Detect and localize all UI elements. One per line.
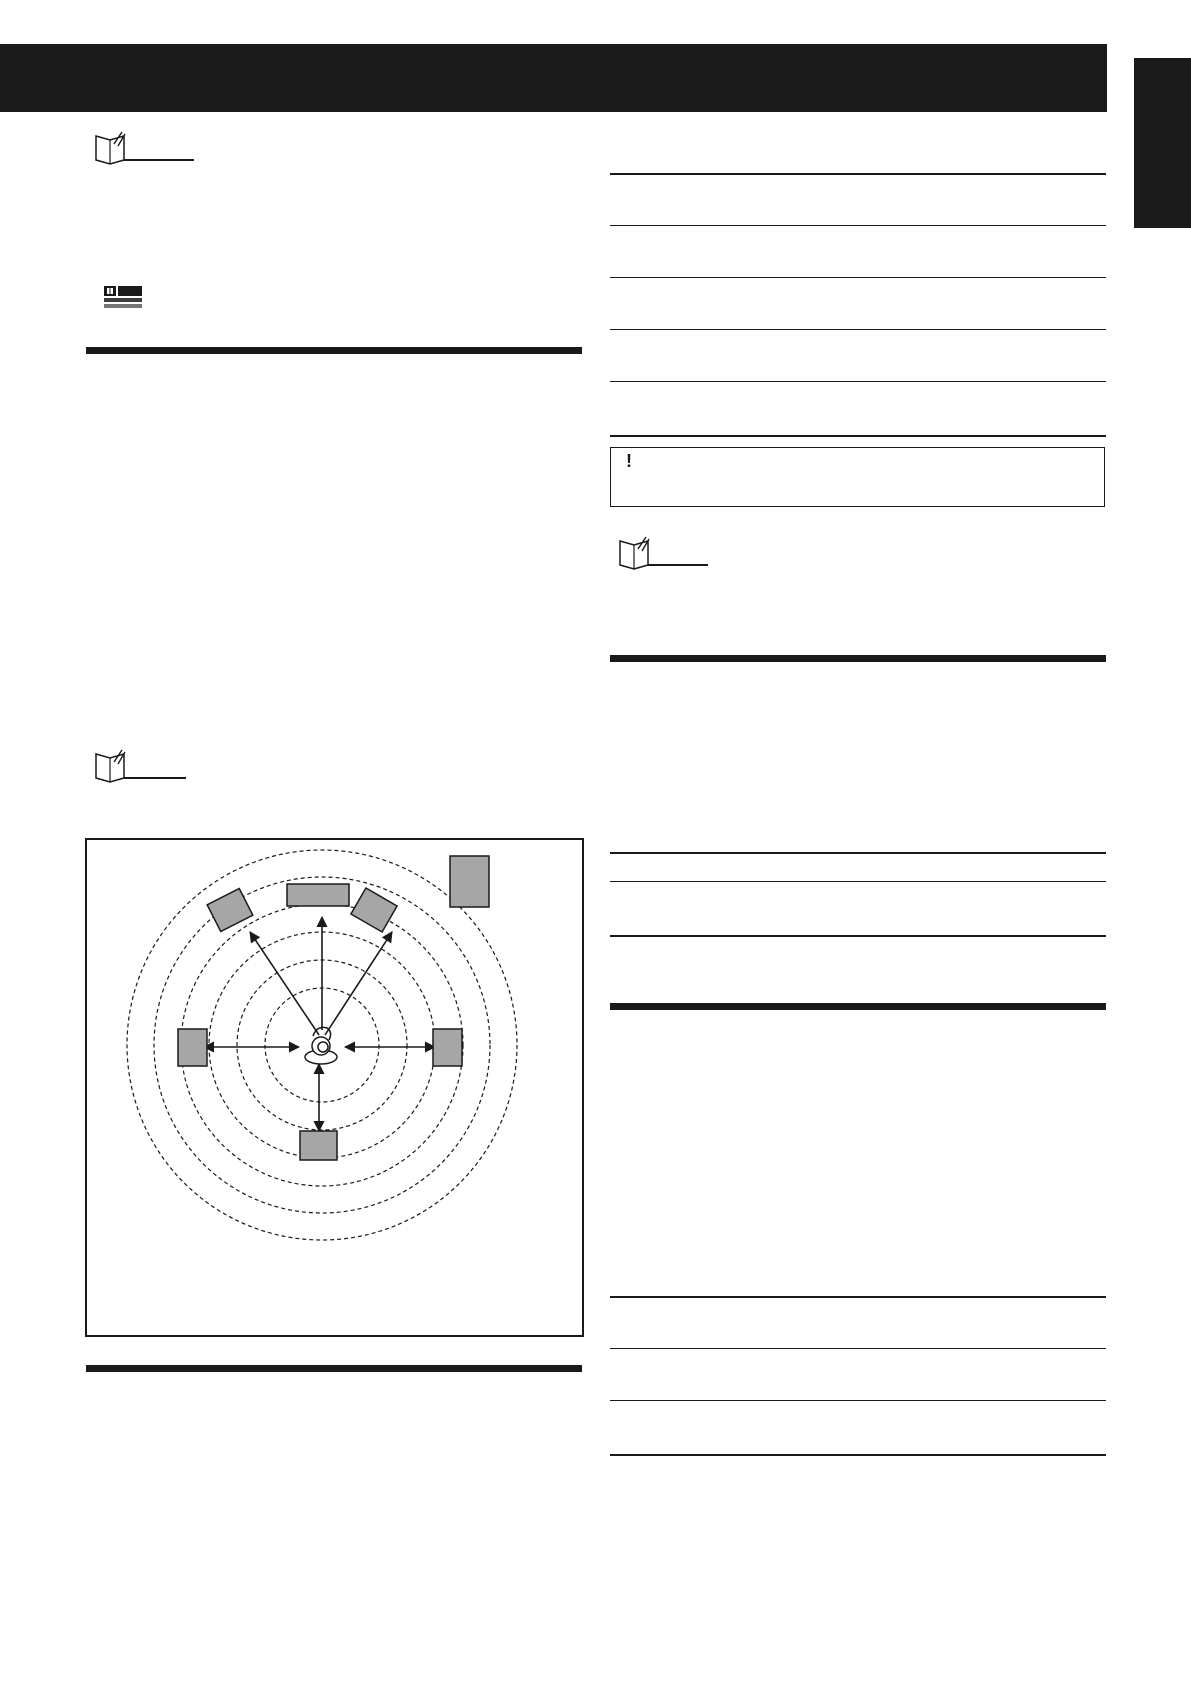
section-divider: [610, 1003, 1106, 1010]
speaker-front-left: [207, 888, 253, 931]
table-top-rule: [610, 173, 1106, 175]
speaker-subwoofer: [450, 856, 489, 907]
arrow-front-right: [325, 932, 392, 1035]
speaker-center: [287, 884, 349, 906]
note-icon: [616, 535, 726, 571]
side-tab: [1134, 58, 1191, 228]
section-divider: [86, 347, 582, 354]
speaker-left-surround: [178, 1029, 207, 1066]
table-bottom-rule: [610, 1454, 1106, 1456]
table-top-rule: [610, 852, 1106, 854]
caution-box: [610, 447, 1105, 507]
table-row-rule: [610, 881, 1106, 882]
table-bottom-rule: [610, 435, 1106, 437]
table-row-rule: [610, 329, 1106, 330]
table-bottom-rule: [610, 935, 1106, 937]
listener-icon: [305, 1027, 337, 1064]
note-icon: [92, 130, 202, 166]
speaker-layout-svg: [87, 840, 582, 1335]
caution-icon: !: [626, 451, 632, 471]
speaker-front-right: [351, 888, 397, 932]
section-divider: [86, 1365, 582, 1372]
table-row-rule: [610, 277, 1106, 278]
table-row-rule: [610, 1348, 1106, 1349]
speaker-layout-diagram: [85, 838, 584, 1337]
table-row-rule: [610, 1400, 1106, 1401]
table-row-rule: [610, 225, 1106, 226]
speaker-right-surround: [433, 1029, 462, 1066]
section-divider: [610, 655, 1106, 662]
header-bar: [0, 44, 1107, 112]
table-row-rule: [610, 381, 1106, 382]
table-top-rule: [610, 1296, 1106, 1298]
arrow-front-left: [250, 932, 319, 1035]
speaker-rear-center: [300, 1131, 337, 1160]
note-icon: [92, 748, 202, 784]
dolby-logo: [104, 286, 142, 308]
